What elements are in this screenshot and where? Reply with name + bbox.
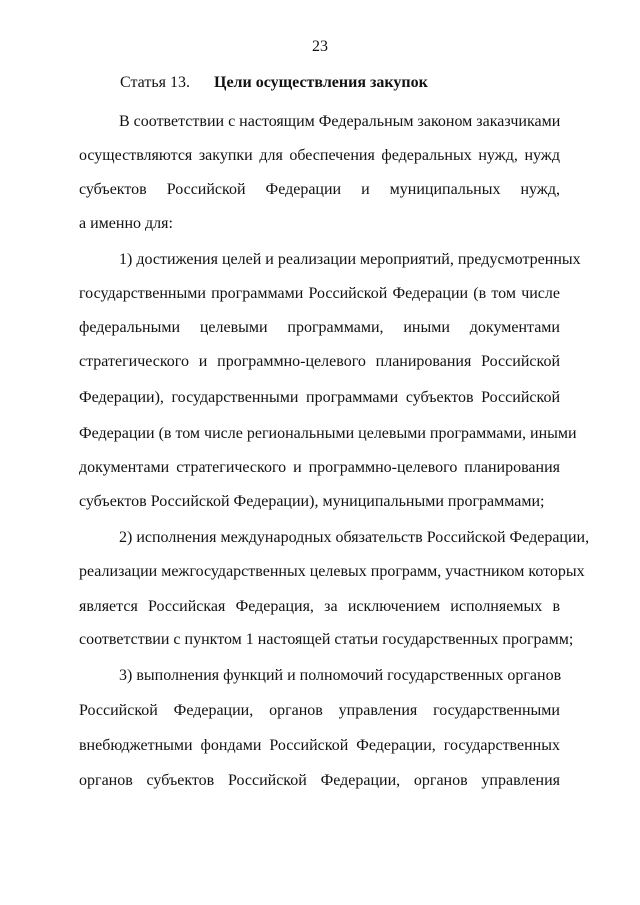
text-line: а именно для: <box>79 215 173 232</box>
text-line: внебюджетными фондами Российской Федерации, государственных <box>79 737 560 754</box>
text-line: 2) исполнения международных обязательств Российской Федерации, <box>119 529 590 546</box>
text-line: государственными программами Российской Федерации (в том числе <box>79 285 560 302</box>
text-line: стратегического и программно-целевого планирования Российской <box>79 353 560 370</box>
text-line: 1) достижения целей и реализации мероприятий, предусмотренных <box>119 251 581 268</box>
text-line: органов субъектов Российской Федерации, органов управления <box>79 772 560 789</box>
text-line: является Российская Федерация, за исключением исполняемых в <box>79 598 560 615</box>
article-label: Статья 13. <box>120 74 190 91</box>
text-line: Российской Федерации, органов управления государственными <box>79 702 560 719</box>
text-line: субъектов Российской Федерации и муниципальных нужд, <box>79 181 560 198</box>
text-line: реализации межгосударственных целевых программ, участником которых <box>79 563 585 580</box>
article-heading <box>120 74 428 92</box>
text-line: 3) выполнения функций и полномочий государственных органов <box>119 667 562 684</box>
text-line: федеральными целевыми программами, иными документами <box>79 319 560 336</box>
text-line: субъектов Российской Федерации), муниципальными программами; <box>79 493 545 510</box>
article-title: Цели осуществления закупок <box>214 74 428 91</box>
page-number: 23 <box>312 38 328 55</box>
text-line: В соответствии с настоящим Федеральным законом заказчиками <box>119 113 561 130</box>
text-line: осуществляются закупки для обеспечения федеральных нужд, нужд <box>79 147 560 164</box>
text-line: Федерации), государственными программами субъектов Российской <box>79 389 560 406</box>
text-line: Федерации (в том числе региональными целевыми программами, иными <box>79 425 577 442</box>
text-line: соответствии с пунктом 1 настоящей статьи государственных программ; <box>79 631 574 648</box>
text-line: документами стратегического и программно-целевого планирования <box>79 459 560 476</box>
